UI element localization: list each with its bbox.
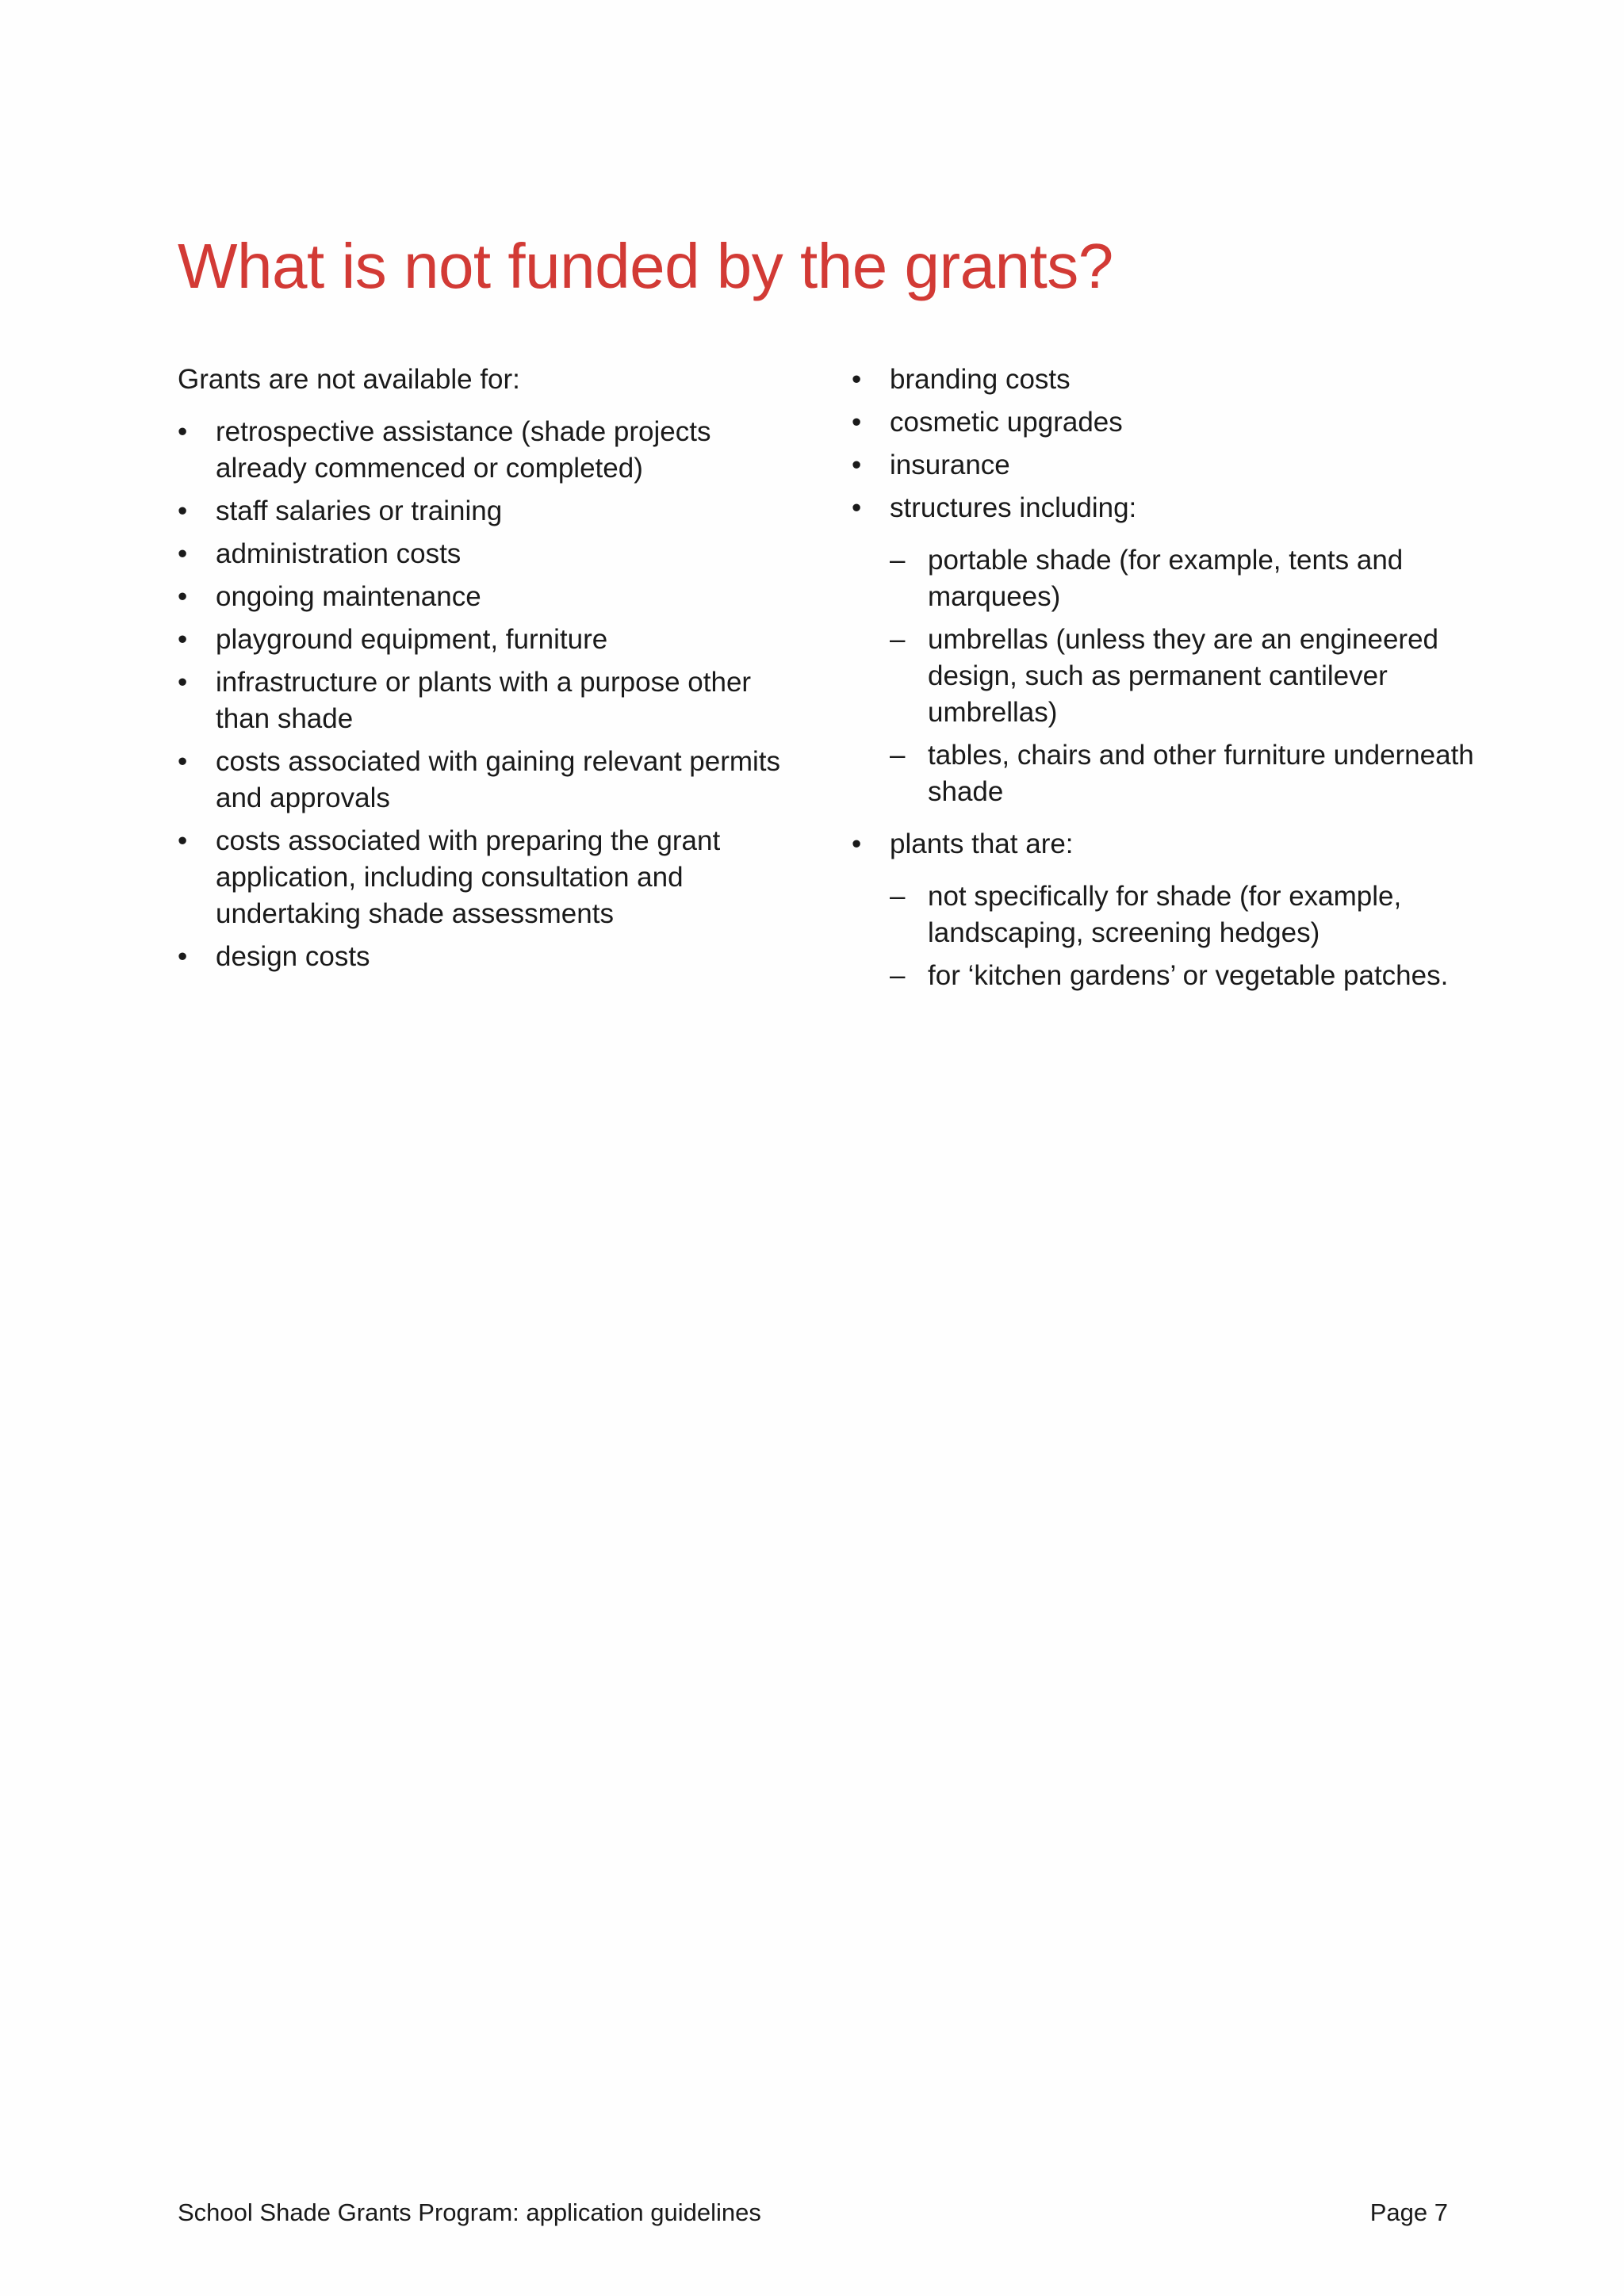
sub-list-item-text: tables, chairs and other furniture underneath shade xyxy=(928,740,1474,807)
bullet-icon: • xyxy=(178,416,188,447)
dash-icon: – xyxy=(890,881,906,912)
dash-icon: – xyxy=(890,545,906,576)
list-item-text: plants that are: xyxy=(890,828,1074,859)
list-item xyxy=(852,447,1486,484)
dash-icon: – xyxy=(890,740,906,771)
list-item-text: ongoing maintenance xyxy=(216,581,481,612)
list-item-plants xyxy=(852,826,1486,994)
list-item-structures xyxy=(852,490,1486,810)
list-item xyxy=(178,622,788,658)
sub-list-item xyxy=(890,737,1486,810)
left-column xyxy=(178,362,788,982)
list-item-text: retrospective assistance (shade projects already commenced or completed) xyxy=(216,416,711,484)
not-funded-list-left xyxy=(178,414,788,975)
intro-text: Grants are not available for: xyxy=(178,364,520,395)
sub-list-item-text: umbrellas (unless they are an engineered design, such as permanent cantilever umbrellas) xyxy=(928,624,1438,728)
bullet-icon: • xyxy=(852,364,862,395)
plants-sublist xyxy=(890,878,1486,994)
list-item-text: costs associated with preparing the grant application, including consultation and undertaking shade assessments xyxy=(216,825,721,929)
list-item xyxy=(178,664,788,737)
bullet-icon: • xyxy=(852,450,862,480)
not-funded-list-right xyxy=(852,362,1486,994)
list-item-text: insurance xyxy=(890,450,1010,480)
sub-list-item xyxy=(890,622,1486,731)
list-item-text: design costs xyxy=(216,941,370,972)
footer-document-title: School Shade Grants Program: application guidelines xyxy=(178,2198,761,2226)
bullet-icon: • xyxy=(178,941,188,972)
structures-sublist xyxy=(890,542,1486,810)
page-title: What is not funded by the grants? xyxy=(178,231,1113,301)
bullet-icon: • xyxy=(178,496,188,526)
bullet-icon: • xyxy=(178,825,188,856)
dash-icon: – xyxy=(890,960,906,991)
list-item-text: playground equipment, furniture xyxy=(216,624,608,655)
bullet-icon: • xyxy=(178,624,188,655)
list-item xyxy=(178,579,788,615)
sub-list-item-text: for ‘kitchen gardens’ or vegetable patches. xyxy=(928,960,1449,991)
list-item xyxy=(178,536,788,572)
list-item-text: costs associated with gaining relevant permits and approvals xyxy=(216,746,781,813)
list-item xyxy=(178,823,788,932)
sub-list-item-text: portable shade (for example, tents and marquees) xyxy=(928,545,1404,612)
list-item-text: branding costs xyxy=(890,364,1071,395)
sub-list-item xyxy=(890,542,1486,615)
list-item xyxy=(852,404,1486,441)
list-item xyxy=(178,414,788,487)
list-item xyxy=(178,744,788,817)
list-item-text: staff salaries or training xyxy=(216,496,503,526)
bullet-icon: • xyxy=(178,746,188,777)
bullet-icon: • xyxy=(852,828,862,859)
bullet-icon: • xyxy=(852,407,862,438)
dash-icon: – xyxy=(890,624,906,655)
sub-list-item xyxy=(890,958,1486,994)
sub-list-item-text: not specifically for shade (for example, landscaping, screening hedges) xyxy=(928,881,1402,948)
bullet-icon: • xyxy=(178,581,188,612)
footer-page-number: Page 7 xyxy=(1369,2198,1448,2226)
bullet-icon: • xyxy=(178,538,188,569)
list-item-text: administration costs xyxy=(216,538,462,569)
sub-list-item xyxy=(890,878,1486,951)
bullet-icon: • xyxy=(852,492,862,523)
list-item-text: structures including: xyxy=(890,492,1137,523)
right-column xyxy=(852,362,1486,1010)
list-item xyxy=(178,493,788,530)
list-item xyxy=(852,362,1486,398)
list-item-text: infrastructure or plants with a purpose other than shade xyxy=(216,667,752,734)
list-item-text: cosmetic upgrades xyxy=(890,407,1123,438)
bullet-icon: • xyxy=(178,667,188,698)
list-item xyxy=(178,939,788,975)
